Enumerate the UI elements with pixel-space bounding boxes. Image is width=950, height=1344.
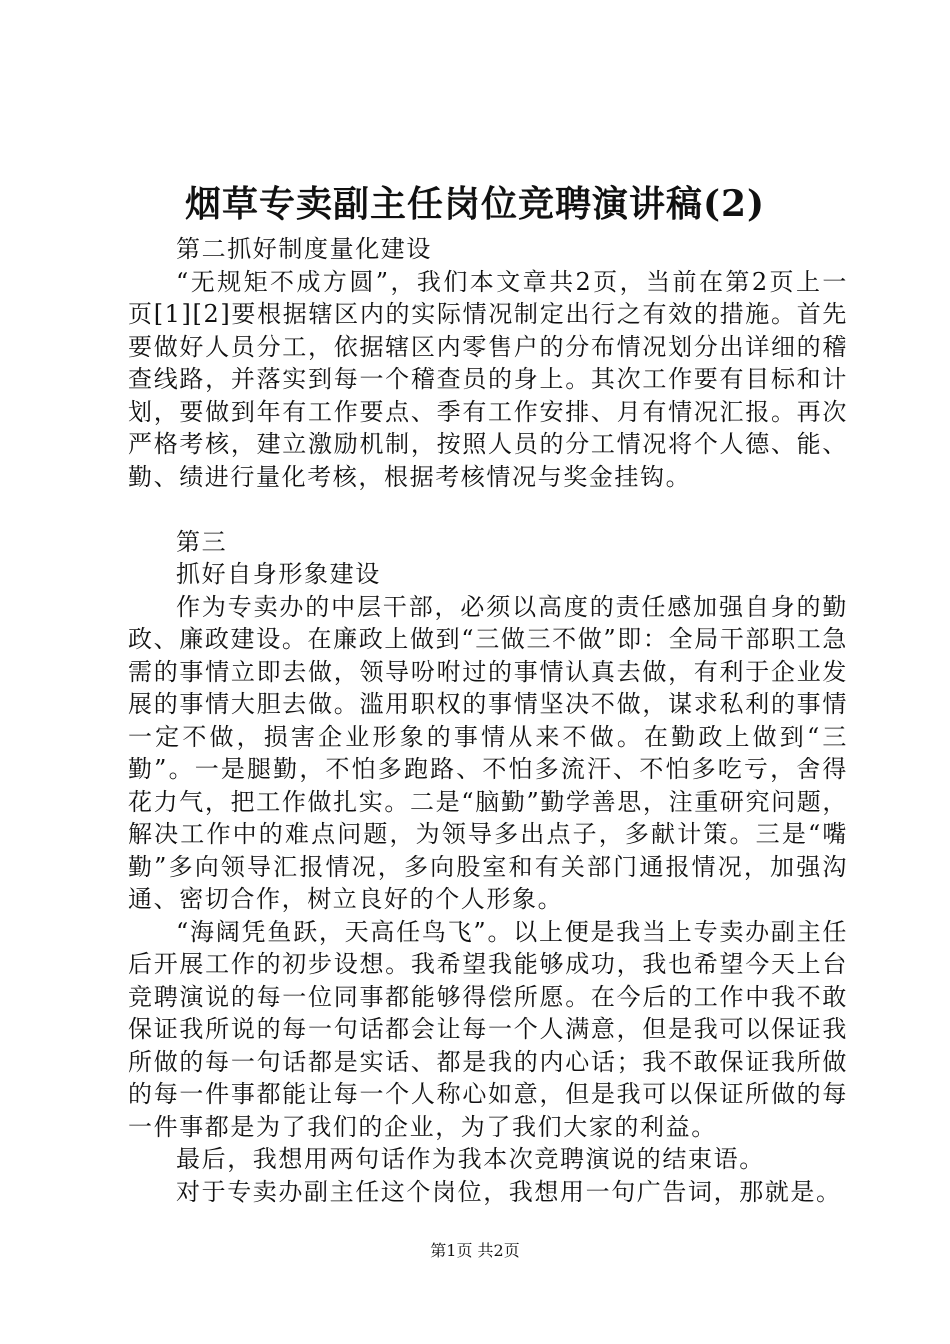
document-body <box>128 233 848 1208</box>
section-heading-3: 第三 <box>176 527 228 556</box>
paragraph-self-image: 作为专卖办的中层干部，必须以高度的责任感加强自身的勤政、廉政建设。在廉政上做到“三做三不做”即：全局干部职工急需的事情立即去做，领导吩咐过的事情认真去做，有利于企业发展的事情大胆去做。滥用职权的事情坚决不做，谋求私利的事情一定不做，损害企业形象的事情从来不做。在勤政上做到“三勤”。一是腿勤，不怕多跑路、不怕多流汗、不怕多吃亏，舍得花力气，把工作做扎实。二是“脑勤”勤学善思，注重研究问题，解决工作中的难点问题，为领导多出点子，多献计策。三是“嘴勤”多向领导汇报情况，多向股室和有关部门通报情况，加强沟通、密切合作，树立良好的个人形象。 <box>128 592 848 913</box>
paragraph-gap <box>128 493 848 526</box>
section-heading-2: 第二抓好制度量化建设 <box>176 235 432 263</box>
section-subheading-3: 抓好自身形象建设 <box>176 560 381 588</box>
paragraph-slogan-intro: 对于专卖办副主任这个岗位，我想用一句广告词，那就是。 <box>176 1177 842 1206</box>
paragraph-closing-thoughts: “海阔凭鱼跃，天高任鸟飞”。以上便是我当上专卖办副主任后开展工作的初步设想。我希望我能够成功，我也希望今天上台竞聘演说的每一位同事都能够得偿所愿。在今后的工作中我不敢保证我所说的每一句话都会让每一个人满意，但是我可以保证我所做的每一句话都是实话、都是我的内心话；我不敢保证我所做的每一件事都能让每一个人称心如意，但是我可以保证所做的每一件事都是为了我们的企业，为了我们大家的利益。 <box>128 917 848 1141</box>
paragraph-final-words: 最后，我想用两句话作为我本次竞聘演说的结束语。 <box>176 1145 765 1173</box>
page-number-footer: 第1页 共2页 <box>430 1241 520 1260</box>
document-title: 烟草专卖副主任岗位竞聘演讲稿(2) <box>184 183 766 225</box>
paragraph-rules: “无规矩不成方圆”，我们本文章共2页，当前在第2页上一页[1][2]要根据辖区内的实际情况制定出行之有效的措施。首先要做好人员分工，依据辖区内零售户的分布情况划分出详细的稽查线路，并落实到每一个稽查员的身上。其次工作要有目标和计划，要做到年有工作要点、季有工作安排、月有情况汇报。再次严格考核，建立激励机制，按照人员的分工情况将个人德、能、勤、绩进行量化考核，根据考核情况与奖金挂钩。 <box>128 267 848 491</box>
